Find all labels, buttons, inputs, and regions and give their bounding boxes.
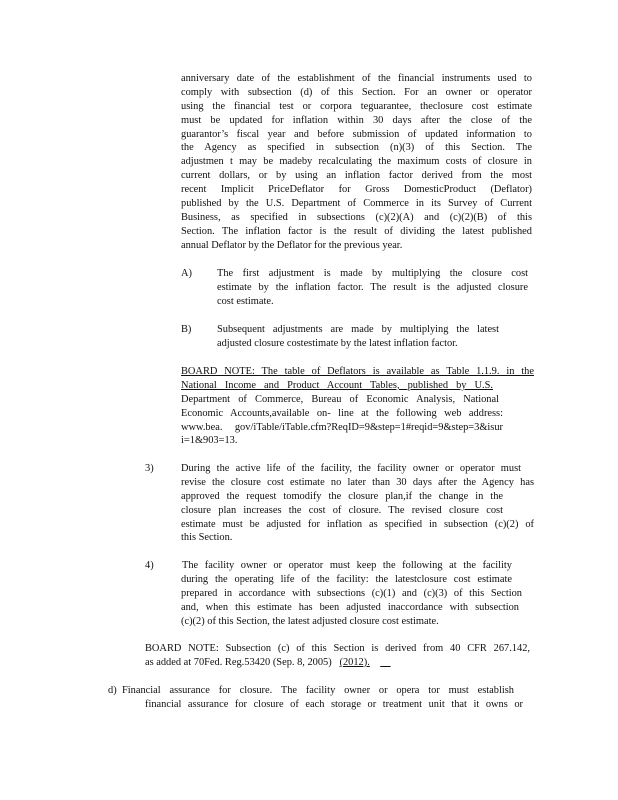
section-d-label: d) [108, 685, 117, 696]
text-line: must be updated for inflation within 30 days after the close of the [181, 114, 532, 126]
text-line: adjustmen t may be madeby recalculating the maximum costs of closure in [181, 156, 532, 168]
text-line: BOARD NOTE: Subsection (c) of this Section is derived from 40 CFR 267.142, [145, 643, 530, 654]
text-line: adjusted closure costestimate by the latest inflation factor. [217, 337, 458, 349]
text-line [145, 656, 530, 670]
text-line: Economic Accounts,available on- line at the following web address: [181, 407, 503, 419]
text-line: annual Deflator by the Deflator for the previous year. [181, 239, 403, 251]
item-b-label: B) [181, 324, 192, 335]
text-line: (c)(2) of this Section, the latest adjusted closure cost estimate. [181, 615, 439, 627]
section-d-heading: Financial assurance for closure. The facility owner or opera tor must establish [122, 685, 514, 696]
text-line: using the financial test or corpora teguarantee, theclosure cost estimate [181, 100, 532, 112]
item-3-label: 3) [145, 463, 154, 474]
intro-paragraph [181, 72, 532, 253]
web-address: www.bea. gov/iTable/iTable.cfm?ReqID=9&step=1#reqid=9&step=3&isur [181, 421, 503, 433]
text-line: estimate must be adjusted for inflation as specified in subsection (c)(2) of [181, 518, 534, 530]
source-citation: as added at 70Fed. Reg.53420 (Sep. 8, 2005) [145, 656, 332, 668]
text-line: closure plan increases the cost of closure. The revised closure cost [181, 504, 503, 516]
underline-extension [380, 657, 390, 668]
text-line: Section. The inflation factor is the result of dividing the latest published [181, 225, 532, 237]
text-line: prepared in accordance with subsections (c)(1) and (c)(3) of this Section [181, 587, 522, 599]
text-line: estimate by the inflation factor. The result is the adjusted closure [217, 281, 528, 293]
text-line: anniversary date of the establishment of the financial instruments used to [181, 73, 532, 84]
text-line: financial assurance for closure of each storage or treatment unit that it owns or [145, 698, 523, 710]
item-a-label: A) [181, 268, 192, 279]
text-line: BOARD NOTE: The table of Deflators is available as Table 1.1.9. in the [181, 366, 534, 377]
item-3-text [181, 462, 534, 545]
text-line: revise the closure cost estimate no later than 30 days after the Agency has [181, 476, 534, 488]
item-4-continuation [181, 573, 528, 629]
text-line: this Section. [181, 532, 233, 544]
item-a-text [217, 267, 528, 309]
board-note-deflators [181, 365, 534, 448]
text-line: i=1&903=13. [181, 435, 238, 447]
text-line: The facility owner or operator must keep the following at the facility [182, 560, 512, 571]
text-line: During the active life of the facility, the facility owner or operator must [181, 463, 521, 474]
text-line: published by the U.S. Department of Commerce in its Survey of Current [181, 198, 532, 210]
board-note-derivation [145, 642, 530, 670]
text-line: recent Implicit PriceDeflator for Gross DomesticProduct (Deflator) [181, 184, 532, 196]
text-line: Business, as specified in subsections (c)(2)(A) and (c)(2)(B) of this [181, 211, 532, 223]
section-d-continuation [145, 698, 523, 712]
text-line: and, when this estimate has been adjusted inaccordance with subsection [181, 601, 519, 613]
text-line: cost estimate. [217, 295, 274, 307]
text-line: Department of Commerce, Bureau of Economic Analysis, National [181, 393, 499, 405]
item-b-text [217, 323, 528, 351]
text-line: approved the request tomodify the closure plan,if the change in the [181, 490, 503, 502]
text-line: current dollars, or by using an inflation factor derived from the most [181, 170, 532, 182]
text-line: the Agency as specified in subsection (n)(3) of this Section. The [181, 142, 532, 154]
text-line: guarantor’s fiscal year and before submission of updated information to [181, 128, 532, 140]
text-line: National Income and Product Account Tables, published by U.S. [181, 379, 493, 391]
text-line: comply with subsection (d) of this Section. For an owner or operator [181, 86, 532, 98]
text-line: Subsequent adjustments are made by multiplying the latest [217, 324, 499, 335]
item-4-label: 4) [145, 560, 154, 571]
text-line: during the operating life of the facility: the latestclosure cost estimate [181, 573, 512, 585]
section-d-text [122, 684, 514, 698]
amendment-year: (2012). [339, 656, 370, 668]
item-4-text [162, 559, 528, 573]
text-line: The first adjustment is made by multiplying the closure cost [217, 268, 528, 279]
